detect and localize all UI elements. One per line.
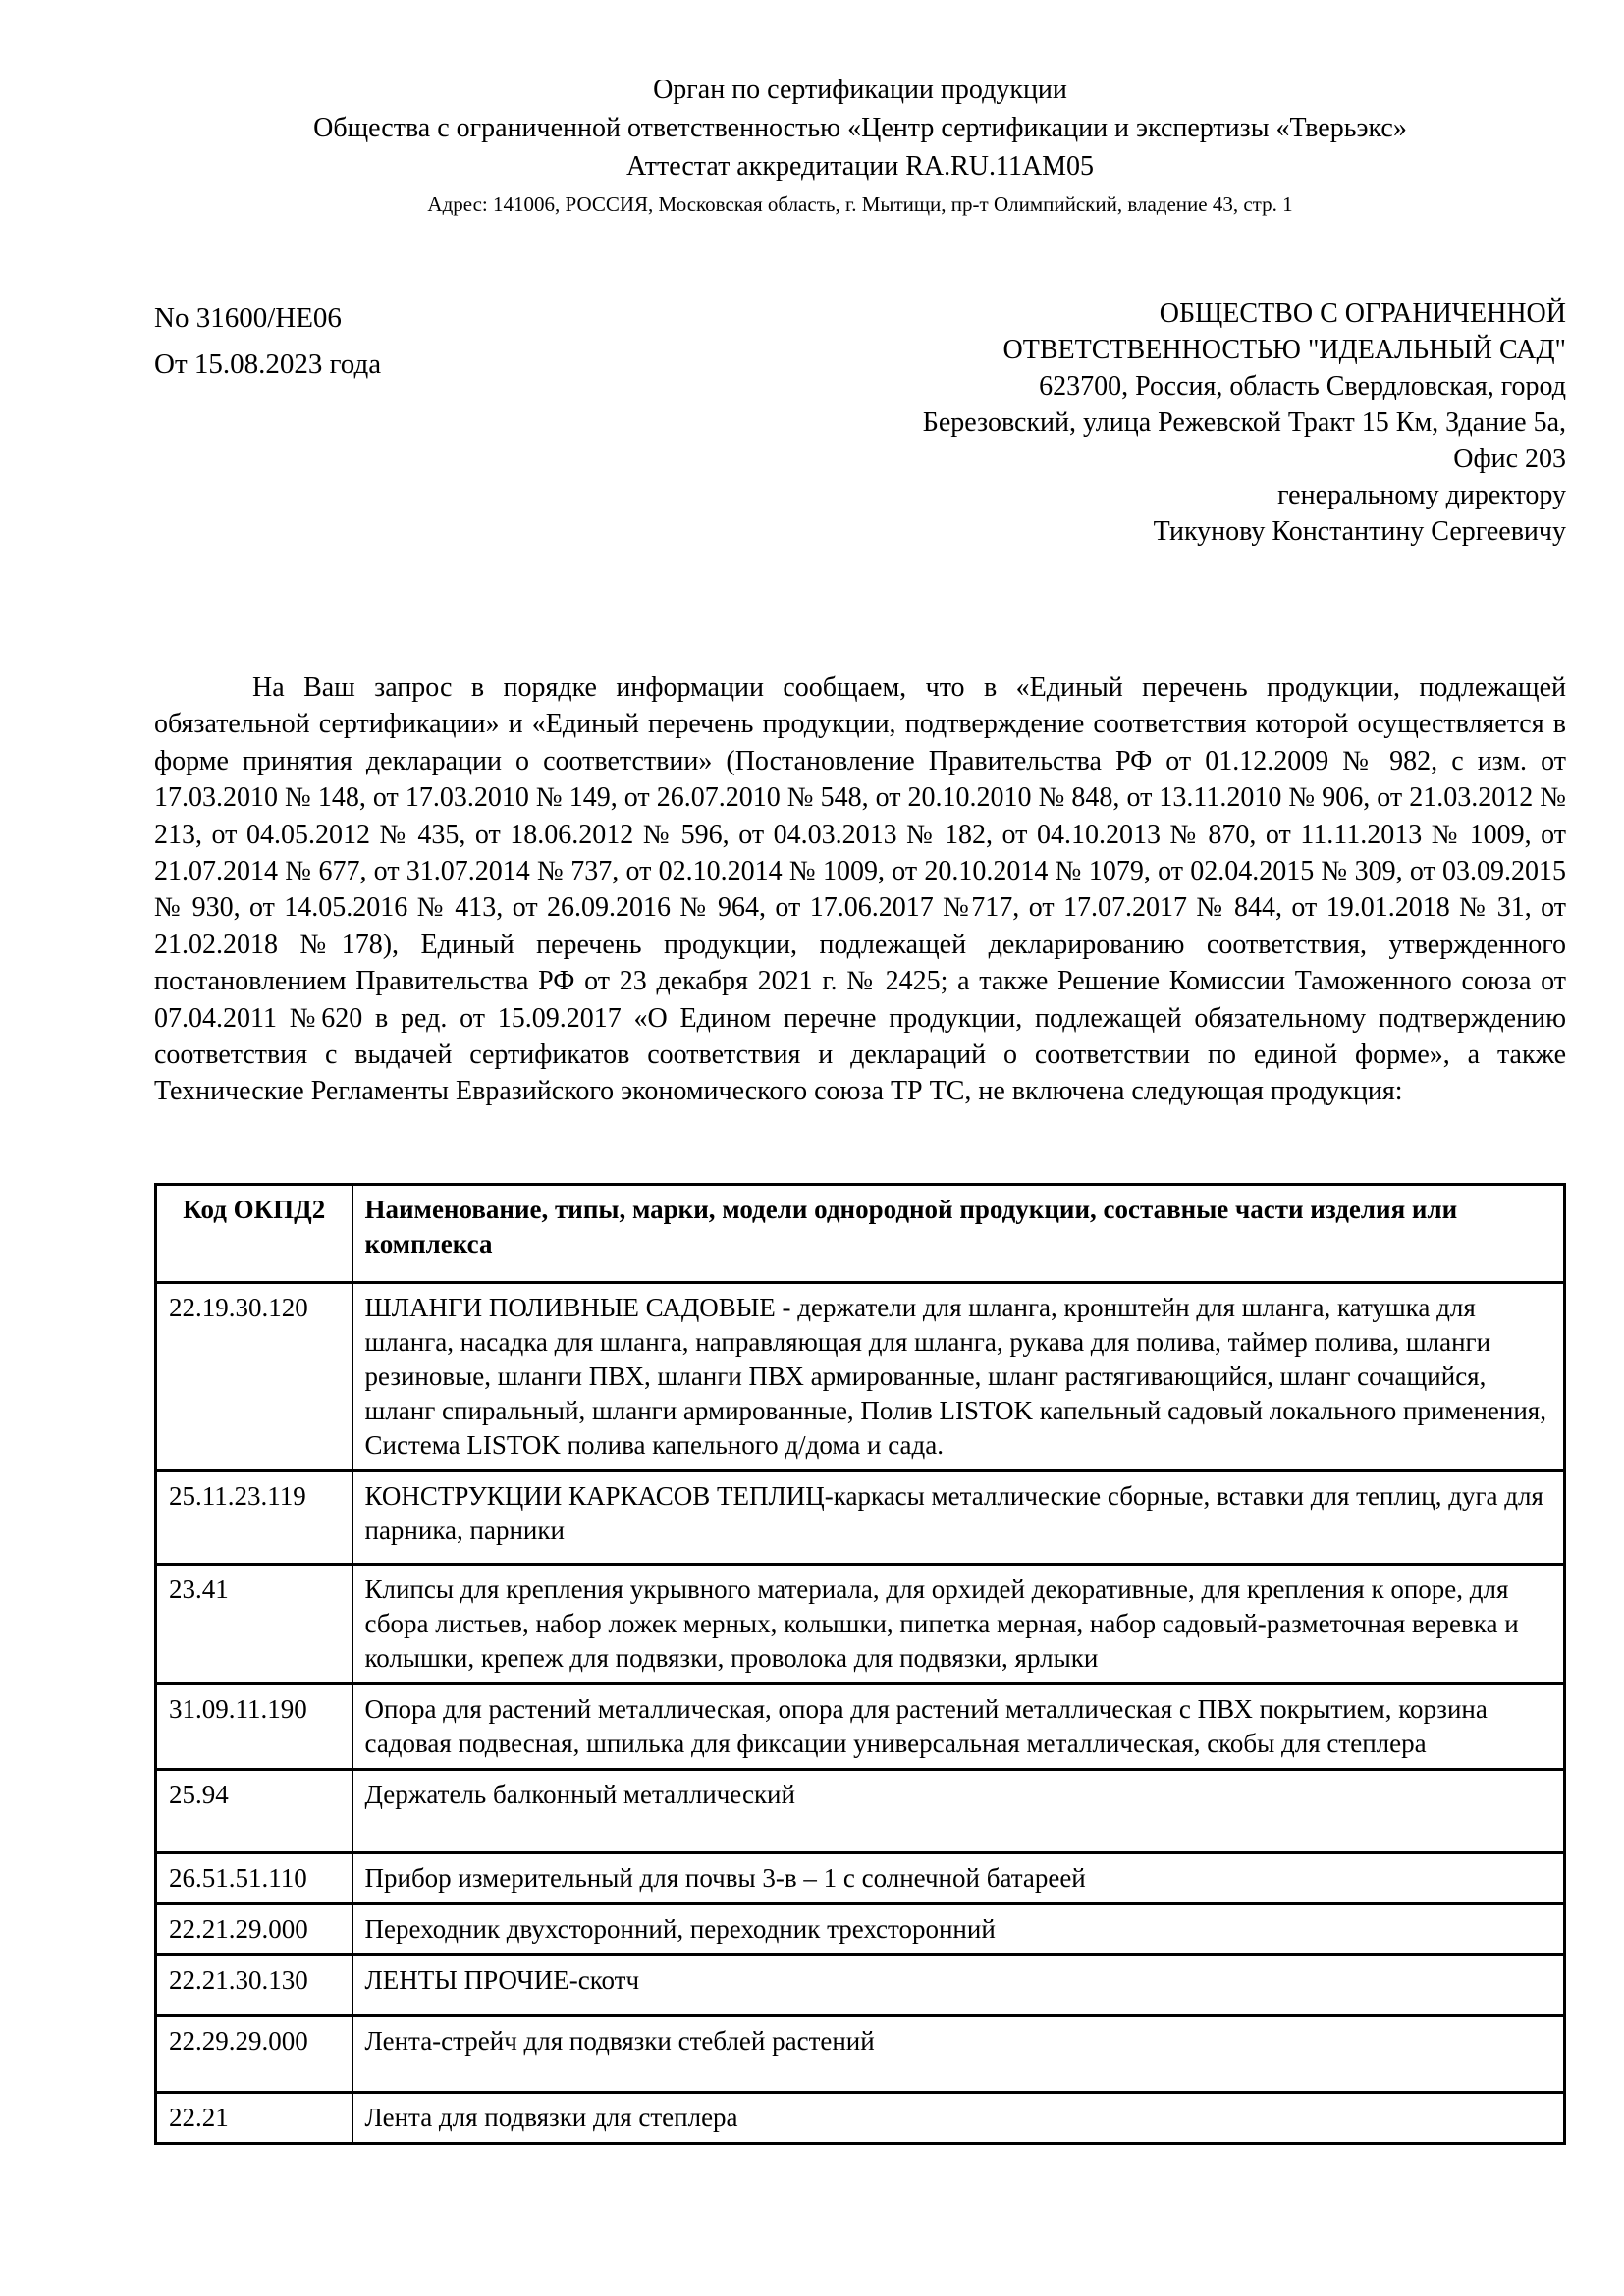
letter-number: No 31600/НЕ06 <box>154 302 342 334</box>
reference-recipient-row <box>154 295 1566 550</box>
table-row <box>156 2015 1565 2092</box>
letter-date: От 15.08.2023 года <box>154 348 382 380</box>
okpd-code-header: Код ОКПД2 <box>156 1184 352 1282</box>
table-row <box>156 1954 1565 2015</box>
product-name-cell: Клипсы для крепления укрывного материала, для орхидей декоративные, для крепления к опоре, для сбора листьев, набор ложек мерных, колышки, пипетка мерная, набор садовый-разметочная веревка и колышки, крепеж для подвязки, проволока для подвязки, ярлыки <box>352 1564 1565 1683</box>
product-name-cell: Лента-стрейч для подвязки стеблей растений <box>352 2015 1565 2092</box>
certification-body-header <box>154 71 1566 219</box>
table-row <box>156 1470 1565 1564</box>
okpd-code-cell: 25.94 <box>156 1769 352 1852</box>
table-row <box>156 1852 1565 1903</box>
product-name-cell: Прибор измерительный для почвы 3-в – 1 с солнечной батареей <box>352 1852 1565 1903</box>
recipient-line: 623700, Россия, область Свердловская, город <box>1039 371 1566 401</box>
recipient-line: Офис 203 <box>1453 444 1566 474</box>
recipient-address-block <box>923 295 1566 550</box>
okpd-code-cell: 22.21.29.000 <box>156 1903 352 1954</box>
table-row <box>156 1903 1565 1954</box>
org-header-line-1: Орган по сертификации продукции <box>653 75 1067 105</box>
okpd-code-cell: 23.41 <box>156 1564 352 1683</box>
table-row <box>156 1564 1565 1683</box>
org-header-line-2: Общества с ограниченной ответственностью «Центр сертификации и экспертизы «Тверьэкс» <box>313 113 1407 143</box>
recipient-line: ОБЩЕСТВО С ОГРАНИЧЕННОЙ <box>1159 298 1566 329</box>
recipient-line: Березовский, улица Режевской Тракт 15 Км, Здание 5а, <box>922 407 1566 438</box>
recipient-line: Тикунову Константину Сергеевичу <box>1153 516 1566 547</box>
okpd-code-cell: 26.51.51.110 <box>156 1852 352 1903</box>
product-name-cell: ШЛАНГИ ПОЛИВНЫЕ САДОВЫЕ - держатели для шланга, кронштейн для шланга, катушка для шланга, насадка для шланга, направляющая для шланга, рукава для полива, таймер полива, шланги резиновые, шланги ПВХ, шланги ПВХ армированные, шланг растягивающийся, шланг сочащийся, шланг спиральный, шланги армированные, Полив LISTOK капельный садовый локального применения, Система LISTOK полива капельного д/дома и сада. <box>352 1282 1565 1470</box>
letter-body-paragraph: На Ваш запрос в порядке информации сообщаем, что в «Единый перечень продукции, подлежащей обязательной сертификации» и «Единый перечень продукции, подтверждение соответствия которой осуществляется в форме принятия декларации о соответствии» (Постановление Правительства РФ от 01.12.2009 № 982, с изм. от 17.03.2010 № 148, от 17.03.2010 № 149, от 26.07.2010 № 548, от 20.10.2010 № 848, от 13.11.2010 № 906, от 21.03.2012 № 213, от 04.05.2012 № 435, от 18.06.2012 № 596, от 04.03.2013 № 182, от 04.10.2013 № 870, от 11.11.2013 № 1009, от 21.07.2014 № 677, от 31.07.2014 № 737, от 02.10.2014 № 1009, от 20.10.2014 № 1079, от 02.04.2015 № 309, от 03.09.2015 № 930, от 14.05.2016 № 413, от 26.09.2016 № 964, от 17.06.2017 №717, от 17.07.2017 № 844, от 19.01.2018 № 31, от 21.02.2018 №178), Единый перечень продукции, подлежащей декларированию соответствия, утвержденного постановлением Правительства РФ от 23 декабря 2021 г. № 2425; а также Решение Комиссии Таможенного союза от 07.04.2011 №620 в ред. от 15.09.2017 «О Едином перечне продукции, подлежащей обязательному подтверждению соответствия с выдачей сертификатов соответствия и деклараций о соответствии по единой форме», а также Технические Регламенты Евразийского экономического союза ТР ТС, не включена следующая продукция: <box>154 672 1566 1107</box>
okpd-code-cell: 25.11.23.119 <box>156 1470 352 1564</box>
table-row <box>156 1769 1565 1852</box>
org-address-line: Адрес: 141006, РОССИЯ, Московская область, г. Мытищи, пр-т Олимпийский, владение 43, стр. 1 <box>427 192 1293 216</box>
product-name-cell: Держатель балконный металлический <box>352 1769 1565 1852</box>
product-name-header: Наименование, типы, марки, модели однородной продукции, составные части изделия или комплекса <box>352 1184 1565 1282</box>
table-row <box>156 2092 1565 2143</box>
reference-block <box>154 295 381 388</box>
accreditation-line: Аттестат аккредитации RA.RU.11АМ05 <box>625 151 1095 182</box>
products-table <box>154 1183 1566 2145</box>
okpd-code-cell: 22.29.29.000 <box>156 2015 352 2092</box>
okpd-code-cell: 22.21 <box>156 2092 352 2143</box>
product-name-cell: Лента для подвязки для степлера <box>352 2092 1565 2143</box>
table-row <box>156 1282 1565 1470</box>
product-name-cell: Переходник двухсторонний, переходник трехсторонний <box>352 1903 1565 1954</box>
recipient-line: генеральному директору <box>1277 480 1566 510</box>
okpd-code-cell: 31.09.11.190 <box>156 1683 352 1769</box>
okpd-code-cell: 22.19.30.120 <box>156 1282 352 1470</box>
product-name-cell: Опора для растений металлическая, опора для растений металлическая с ПВХ покрытием, корзина садовая подвесная, шпилька для фиксации универсальная металлическая, скобы для степлера <box>352 1683 1565 1769</box>
table-row <box>156 1683 1565 1769</box>
product-name-cell: ЛЕНТЫ ПРОЧИЕ-скотч <box>352 1954 1565 2015</box>
recipient-line: ОТВЕТСТВЕННОСТЬЮ "ИДЕАЛЬНЫЙ САД" <box>1002 335 1566 365</box>
okpd-code-cell: 22.21.30.130 <box>156 1954 352 2015</box>
product-name-cell: КОНСТРУКЦИИ КАРКАСОВ ТЕПЛИЦ-каркасы металлические сборные, вставки для теплиц, дуга для парника, парники <box>352 1470 1565 1564</box>
table-header-row <box>156 1184 1565 1282</box>
